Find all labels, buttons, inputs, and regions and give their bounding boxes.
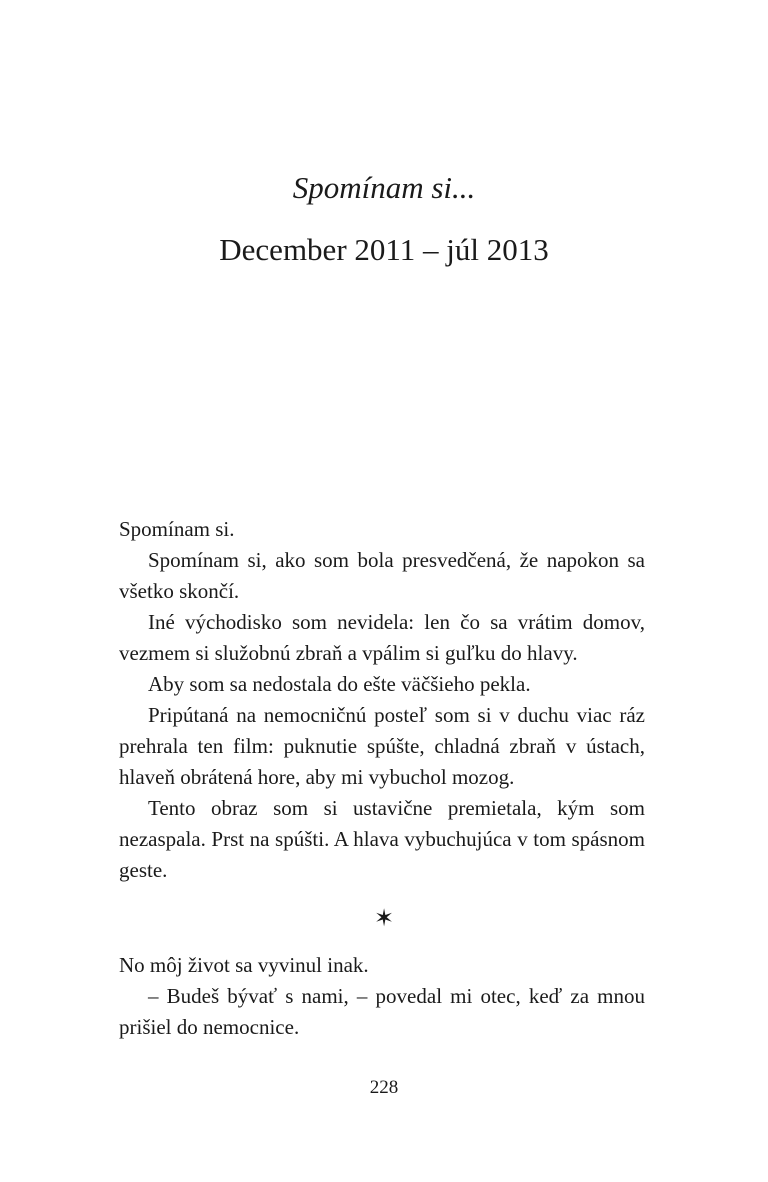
- page-number: 228: [369, 1077, 399, 1098]
- section-two-text: [119, 950, 645, 1043]
- paragraph: Spomínam si, ako som bola presvedčená, že napokon sa všetko skončí.: [119, 548, 645, 603]
- paragraph: – Budeš bývať s nami, – povedal mi otec, keď za mnou prišiel do nemocnice.: [119, 984, 645, 1039]
- paragraph: No môj život sa vyvinul inak.: [119, 953, 369, 977]
- section-one-text: [119, 514, 645, 886]
- chapter-dates: December 2011 – júl 2013: [219, 232, 549, 267]
- paragraph: Aby som sa nedostala do ešte väčšieho pekla.: [148, 672, 531, 696]
- section-separator-asterisk: ✶: [373, 906, 395, 932]
- paragraph: Iné východisko som nevidela: len čo sa vrátim domov, vezmem si služobnú zbraň a vpálim si guľku do hlavy.: [119, 610, 645, 665]
- paragraph: Tento obraz som si ustavične premietala, kým som nezaspala. Prst na spúšti. A hlava vybuchujúca v tom spásnom geste.: [119, 796, 645, 882]
- chapter-title: Spomínam si...: [292, 170, 476, 205]
- paragraph: Pripútaná na nemocničnú posteľ som si v duchu viac ráz prehrala ten film: puknutie spúšte, chladná zbraň v ústach, hlaveň obrátená hore, aby mi vybuchol mozog.: [119, 703, 645, 789]
- paragraph: Spomínam si.: [119, 517, 235, 541]
